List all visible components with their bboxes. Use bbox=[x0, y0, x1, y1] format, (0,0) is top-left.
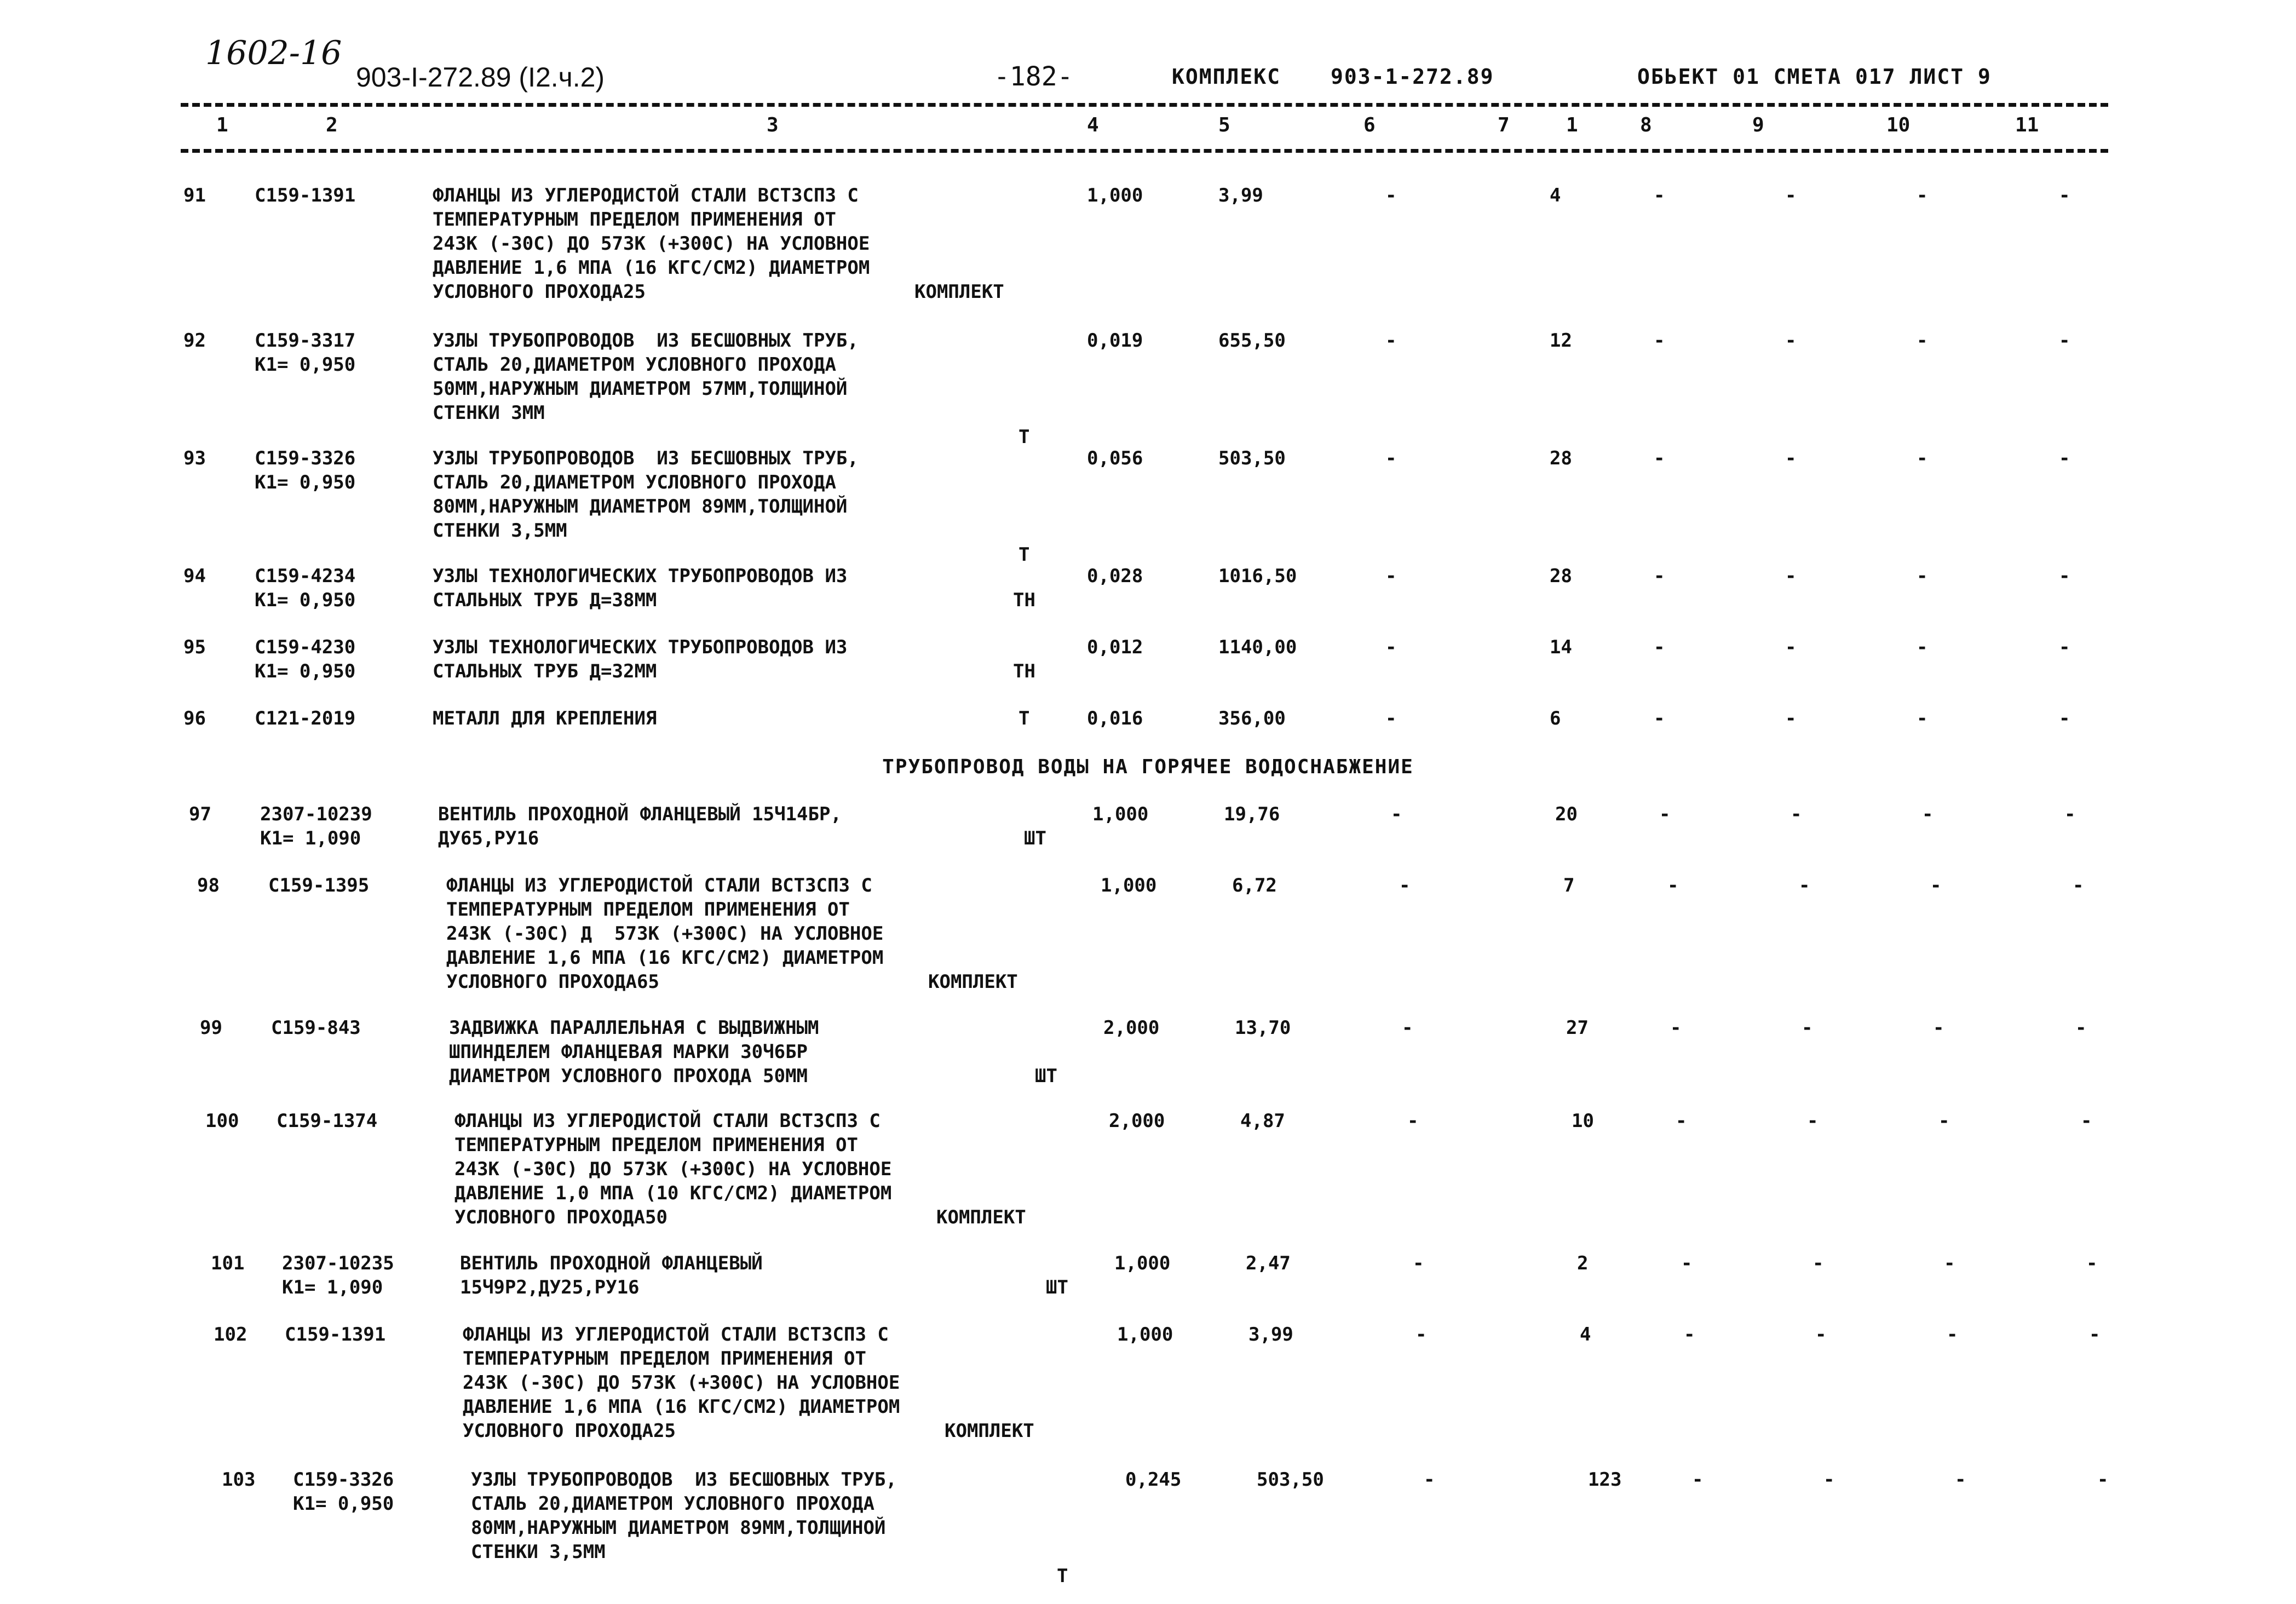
unit-of-measure: Т bbox=[1018, 544, 1030, 566]
item-description bbox=[433, 446, 859, 543]
description-line: 243К (-30С) ДО 573К (+300С) НА УСЛОВНОЕ bbox=[463, 1372, 900, 1394]
col6-value: - bbox=[1413, 1252, 1424, 1274]
description-line: СТЕНКИ 3,5ММ bbox=[433, 520, 567, 542]
col-8: 8 bbox=[1640, 114, 1652, 136]
col7-value: 6 bbox=[1550, 708, 1561, 729]
row-number: 99 bbox=[200, 1017, 222, 1039]
norm-code: C121-2019 bbox=[255, 708, 356, 729]
col6-value: - bbox=[1407, 1110, 1419, 1132]
row-number: 96 bbox=[183, 708, 206, 729]
col6-value: - bbox=[1424, 1469, 1435, 1491]
description-line: ДУ65,РУ16 bbox=[438, 827, 539, 849]
col8-value: - bbox=[1654, 185, 1665, 206]
col11-value: - bbox=[2059, 565, 2070, 587]
description-line: УЗЛЫ ТРУБОПРОВОДОВ ИЗ БЕСШОВНЫХ ТРУБ, bbox=[433, 447, 859, 469]
row-number: 94 bbox=[183, 565, 206, 587]
unit-of-measure: Т bbox=[1018, 426, 1030, 448]
col6-value: - bbox=[1385, 185, 1397, 206]
col7-value: 20 bbox=[1555, 803, 1578, 825]
col11-value: - bbox=[2059, 636, 2070, 658]
description-line: ВЕНТИЛЬ ПРОХОДНОЙ ФЛАНЦЕВЫЙ 15Ч14БР, bbox=[438, 803, 842, 825]
col9-value: - bbox=[1785, 330, 1797, 352]
description-line: ТЕМПЕРАТУРНЫМ ПРЕДЕЛОМ ПРИМЕНЕНИЯ ОТ bbox=[454, 1134, 858, 1156]
item-description bbox=[433, 183, 870, 304]
description-line: СТАЛЬНЫХ ТРУБ Д=32ММ bbox=[433, 660, 657, 682]
col7-value: 27 bbox=[1566, 1017, 1589, 1039]
description-line: ВЕНТИЛЬ ПРОХОДНОЙ ФЛАНЦЕВЫЙ bbox=[460, 1252, 763, 1274]
col6-value: - bbox=[1385, 447, 1397, 469]
norm-code: C159-3326 bbox=[293, 1469, 394, 1491]
row-number: 97 bbox=[189, 803, 211, 825]
unit-of-measure: ШТ bbox=[1046, 1277, 1068, 1298]
coefficient: К1= 0,950 bbox=[255, 660, 356, 682]
col8-value: - bbox=[1654, 636, 1665, 658]
description-line: СТЕНКИ 3,5ММ bbox=[471, 1541, 606, 1563]
col9-value: - bbox=[1785, 185, 1797, 206]
col7-value: 2 bbox=[1577, 1252, 1589, 1274]
col6-value: - bbox=[1385, 330, 1397, 352]
description-line: СТЕНКИ 3ММ bbox=[433, 402, 545, 424]
complex-label: КОМПЛЕКС bbox=[1172, 65, 1281, 89]
col10-value: - bbox=[1917, 185, 1928, 206]
row-number: 103 bbox=[222, 1469, 256, 1491]
col-6: 6 bbox=[1363, 114, 1376, 136]
col-5: 5 bbox=[1218, 114, 1230, 136]
col7-value: 28 bbox=[1550, 447, 1572, 469]
section-title: ТРУБОПРОВОД ВОДЫ НА ГОРЯЧЕЕ ВОДОСНАБЖЕНИЕ bbox=[882, 756, 1414, 778]
col10-value: - bbox=[1947, 1324, 1958, 1346]
description-line: УЗЛЫ ТЕХНОЛОГИЧЕСКИХ ТРУБОПРОВОДОВ ИЗ bbox=[433, 636, 848, 658]
col-9: 9 bbox=[1752, 114, 1764, 136]
description-line: 80ММ,НАРУЖНЫМ ДИАМЕТРОМ 89ММ,ТОЛЩИНОЙ bbox=[433, 496, 848, 518]
unit-of-measure: Т bbox=[1057, 1565, 1068, 1587]
unit-price: 1140,00 bbox=[1218, 636, 1297, 658]
col6-value: - bbox=[1385, 636, 1397, 658]
col9-value: - bbox=[1785, 636, 1797, 658]
norm-code: C159-4230 bbox=[255, 636, 356, 658]
description-line: УСЛОВНОГО ПРОХОДА50 bbox=[454, 1206, 667, 1228]
col8-value: - bbox=[1654, 330, 1665, 352]
norm-code: C159-1391 bbox=[255, 185, 356, 206]
description-line: УЗЛЫ ТЕХНОЛОГИЧЕСКИХ ТРУБОПРОВОДОВ ИЗ bbox=[433, 565, 848, 587]
coefficient: К1= 1,090 bbox=[260, 827, 361, 849]
description-line: УЗЛЫ ТРУБОПРОВОДОВ ИЗ БЕСШОВНЫХ ТРУБ, bbox=[433, 330, 859, 352]
row-number: 98 bbox=[197, 875, 220, 896]
unit-of-measure: ТН bbox=[1013, 660, 1035, 682]
description-line: ШПИНДЕЛЕМ ФЛАНЦЕВАЯ МАРКИ 30Ч6БР bbox=[449, 1041, 808, 1063]
unit-price: 6,72 bbox=[1232, 875, 1277, 896]
header-rule-bottom bbox=[181, 149, 2108, 153]
col10-value: - bbox=[1955, 1469, 1966, 1491]
norm-code: C159-3326 bbox=[255, 447, 356, 469]
description-line: 243К (-30С) ДО 573К (+300С) НА УСЛОВНОЕ bbox=[433, 233, 870, 255]
description-line: 243К (-30С) Д 573К (+300С) НА УСЛОВНОЕ bbox=[446, 923, 884, 945]
col8-value: - bbox=[1670, 1017, 1682, 1039]
quantity: 2,000 bbox=[1103, 1017, 1160, 1039]
description-line: УСЛОВНОГО ПРОХОДА25 bbox=[463, 1420, 676, 1442]
row-number: 100 bbox=[205, 1110, 239, 1132]
unit-price: 4,87 bbox=[1240, 1110, 1285, 1132]
quantity: 1,000 bbox=[1087, 185, 1143, 206]
col11-value: - bbox=[2059, 447, 2070, 469]
col11-value: - bbox=[2089, 1324, 2101, 1346]
col7-value: 28 bbox=[1550, 565, 1572, 587]
complex-code: 903-1-272.89 bbox=[1331, 65, 1494, 89]
col11-value: - bbox=[2075, 1017, 2087, 1039]
description-line: СТАЛЬНЫХ ТРУБ Д=38ММ bbox=[433, 589, 657, 611]
col8-value: - bbox=[1684, 1324, 1695, 1346]
col6-value: - bbox=[1385, 565, 1397, 587]
col9-value: - bbox=[1791, 803, 1802, 825]
unit-of-measure: ТН bbox=[1013, 589, 1035, 611]
item-description bbox=[471, 1468, 897, 1564]
item-description bbox=[433, 635, 847, 683]
col10-value: - bbox=[1938, 1110, 1950, 1132]
item-description bbox=[433, 329, 859, 425]
item-description bbox=[463, 1323, 900, 1443]
col-7: 7 bbox=[1498, 114, 1510, 136]
quantity: 2,000 bbox=[1109, 1110, 1165, 1132]
col-11: 11 bbox=[2015, 114, 2039, 136]
col9-value: - bbox=[1799, 875, 1810, 896]
description-line: СТАЛЬ 20,ДИАМЕТРОМ УСЛОВНОГО ПРОХОДА bbox=[471, 1493, 874, 1515]
norm-code: C159-1374 bbox=[277, 1110, 378, 1132]
unit-of-measure: КОМПЛЕКТ bbox=[928, 971, 1018, 993]
quantity: 0,056 bbox=[1087, 447, 1143, 469]
unit-of-measure: ШТ bbox=[1035, 1065, 1057, 1087]
description-line: ФЛАНЦЫ ИЗ УГЛЕРОДИСТОЙ СТАЛИ ВСТЗСПЗ С bbox=[463, 1324, 889, 1346]
col8-value: - bbox=[1659, 803, 1671, 825]
description-line: ТЕМПЕРАТУРНЫМ ПРЕДЕЛОМ ПРИМЕНЕНИЯ ОТ bbox=[446, 899, 850, 921]
col10-value: - bbox=[1922, 803, 1934, 825]
quantity: 0,028 bbox=[1087, 565, 1143, 587]
col9-value: - bbox=[1802, 1017, 1813, 1039]
row-number: 101 bbox=[211, 1252, 245, 1274]
col7-value: 7 bbox=[1563, 875, 1575, 896]
col7-value: 14 bbox=[1550, 636, 1572, 658]
col6-value: - bbox=[1391, 803, 1402, 825]
description-line: 80ММ,НАРУЖНЫМ ДИАМЕТРОМ 89ММ,ТОЛЩИНОЙ bbox=[471, 1517, 886, 1539]
col8-value: - bbox=[1692, 1469, 1704, 1491]
unit-of-measure: КОМПЛЕКТ bbox=[914, 281, 1004, 303]
unit-price: 356,00 bbox=[1218, 708, 1286, 729]
description-line: ФЛАНЦЫ ИЗ УГЛЕРОДИСТОЙ СТАЛИ ВСТЗСПЗ С bbox=[446, 875, 872, 896]
col10-value: - bbox=[1930, 875, 1942, 896]
col10-value: - bbox=[1917, 330, 1928, 352]
object-estimate-sheet: ОБЬЕКТ 01 СМЕТА 017 ЛИСТ 9 bbox=[1637, 65, 1992, 89]
col-2: 2 bbox=[326, 114, 338, 136]
description-line: ТЕМПЕРАТУРНЫМ ПРЕДЕЛОМ ПРИМЕНЕНИЯ ОТ bbox=[433, 209, 836, 231]
coefficient: К1= 0,950 bbox=[255, 354, 356, 376]
description-line: ДИАМЕТРОМ УСЛОВНОГО ПРОХОДА 50ММ bbox=[449, 1065, 808, 1087]
description-line: ДАВЛЕНИЕ 1,0 МПА (10 КГС/СМ2) ДИАМЕТРОМ bbox=[454, 1182, 892, 1204]
col6-value: - bbox=[1402, 1017, 1413, 1039]
col10-value: - bbox=[1933, 1017, 1944, 1039]
col9-value: - bbox=[1823, 1469, 1835, 1491]
col11-value: - bbox=[2059, 330, 2070, 352]
col11-value: - bbox=[2064, 803, 2076, 825]
norm-code: 2307-10239 bbox=[260, 803, 372, 825]
description-line: ФЛАНЦЫ ИЗ УГЛЕРОДИСТОЙ СТАЛИ ВСТЗСПЗ С bbox=[433, 185, 859, 206]
col11-value: - bbox=[2073, 875, 2084, 896]
description-line: ЗАДВИЖКА ПАРАЛЛЕЛЬНАЯ С ВЫДВИЖНЫМ bbox=[449, 1017, 819, 1039]
col9-value: - bbox=[1785, 565, 1797, 587]
row-number: 92 bbox=[183, 330, 206, 352]
coefficient: К1= 0,950 bbox=[293, 1493, 394, 1515]
page-number: -182- bbox=[994, 61, 1073, 92]
col10-value: - bbox=[1944, 1252, 1955, 1274]
quantity: 1,000 bbox=[1101, 875, 1157, 896]
item-description bbox=[449, 1016, 819, 1088]
description-line: МЕТАЛЛ ДЛЯ КРЕПЛЕНИЯ bbox=[433, 708, 657, 729]
quantity: 1,000 bbox=[1092, 803, 1149, 825]
unit-of-measure: КОМПЛЕКТ bbox=[945, 1420, 1034, 1442]
col8-value: - bbox=[1681, 1252, 1693, 1274]
col9-value: - bbox=[1812, 1252, 1824, 1274]
col-10: 10 bbox=[1886, 114, 1911, 136]
col8-value: - bbox=[1667, 875, 1679, 896]
description-line: ДАВЛЕНИЕ 1,6 МПА (16 КГС/СМ2) ДИАМЕТРОМ bbox=[446, 947, 884, 969]
unit-of-measure: Т bbox=[1018, 708, 1030, 729]
header-rule-top bbox=[181, 103, 2108, 107]
description-line: СТАЛЬ 20,ДИАМЕТРОМ УСЛОВНОГО ПРОХОДА bbox=[433, 354, 836, 376]
quantity: 1,000 bbox=[1117, 1324, 1173, 1346]
unit-price: 2,47 bbox=[1246, 1252, 1291, 1274]
description-line: ТЕМПЕРАТУРНЫМ ПРЕДЕЛОМ ПРИМЕНЕНИЯ ОТ bbox=[463, 1348, 866, 1370]
unit-price: 503,50 bbox=[1257, 1469, 1324, 1491]
unit-price: 3,99 bbox=[1248, 1324, 1293, 1346]
coefficient: К1= 0,950 bbox=[255, 589, 356, 611]
unit-price: 1016,50 bbox=[1218, 565, 1297, 587]
col10-value: - bbox=[1917, 447, 1928, 469]
description-line: СТАЛЬ 20,ДИАМЕТРОМ УСЛОВНОГО ПРОХОДА bbox=[433, 472, 836, 493]
row-number: 95 bbox=[183, 636, 206, 658]
row-number: 91 bbox=[183, 185, 206, 206]
description-line: УЗЛЫ ТРУБОПРОВОДОВ ИЗ БЕСШОВНЫХ ТРУБ, bbox=[471, 1469, 897, 1491]
col11-value: - bbox=[2097, 1469, 2109, 1491]
quantity: 0,019 bbox=[1087, 330, 1143, 352]
col10-value: - bbox=[1917, 708, 1928, 729]
col7-value: 12 bbox=[1550, 330, 1572, 352]
item-description bbox=[460, 1251, 763, 1300]
norm-code: C159-1395 bbox=[268, 875, 370, 896]
document-code: 903-I-272.89 (I2.ч.2) bbox=[356, 62, 605, 93]
col9-value: - bbox=[1785, 708, 1797, 729]
col6-value: - bbox=[1415, 1324, 1427, 1346]
unit-price: 655,50 bbox=[1218, 330, 1286, 352]
col9-value: - bbox=[1785, 447, 1797, 469]
col8-value: - bbox=[1676, 1110, 1687, 1132]
col7-value: 123 bbox=[1588, 1469, 1622, 1491]
quantity: 1,000 bbox=[1114, 1252, 1171, 1274]
col-1b: 1 bbox=[1566, 114, 1578, 136]
unit-of-measure: КОМПЛЕКТ bbox=[936, 1206, 1026, 1228]
col-3: 3 bbox=[767, 114, 779, 136]
norm-code: C159-1391 bbox=[285, 1324, 386, 1346]
col6-value: - bbox=[1399, 875, 1411, 896]
description-line: 243К (-30С) ДО 573К (+300С) НА УСЛОВНОЕ bbox=[454, 1158, 892, 1180]
col8-value: - bbox=[1654, 565, 1665, 587]
description-line: ДАВЛЕНИЕ 1,6 МПА (16 КГС/СМ2) ДИАМЕТРОМ bbox=[463, 1396, 900, 1418]
quantity: 0,245 bbox=[1125, 1469, 1182, 1491]
norm-code: C159-3317 bbox=[255, 330, 356, 352]
item-description bbox=[438, 802, 842, 850]
unit-of-measure: ШТ bbox=[1024, 827, 1046, 849]
handwritten-sheet-number: 1602-16 bbox=[205, 34, 342, 72]
col11-value: - bbox=[2081, 1110, 2092, 1132]
description-line: УСЛОВНОГО ПРОХОДА25 bbox=[433, 281, 646, 303]
item-description bbox=[446, 873, 883, 994]
unit-price: 503,50 bbox=[1218, 447, 1286, 469]
col-4: 4 bbox=[1087, 114, 1099, 136]
description-line: 50ММ,НАРУЖНЫМ ДИАМЕТРОМ 57ММ,ТОЛЩИНОЙ bbox=[433, 378, 848, 400]
description-line: ФЛАНЦЫ ИЗ УГЛЕРОДИСТОЙ СТАЛИ ВСТЗСПЗ С bbox=[454, 1110, 881, 1132]
col11-value: - bbox=[2059, 185, 2070, 206]
description-line: 15Ч9Р2,ДУ25,РУ16 bbox=[460, 1277, 640, 1298]
col8-value: - bbox=[1654, 447, 1665, 469]
norm-code: 2307-10235 bbox=[282, 1252, 394, 1274]
quantity: 0,012 bbox=[1087, 636, 1143, 658]
col10-value: - bbox=[1917, 565, 1928, 587]
description-line: ДАВЛЕНИЕ 1,6 МПА (16 КГС/СМ2) ДИАМЕТРОМ bbox=[433, 257, 870, 279]
unit-price: 19,76 bbox=[1224, 803, 1280, 825]
quantity: 0,016 bbox=[1087, 708, 1143, 729]
col11-value: - bbox=[2086, 1252, 2098, 1274]
col11-value: - bbox=[2059, 708, 2070, 729]
description-line: УСЛОВНОГО ПРОХОДА65 bbox=[446, 971, 659, 993]
coefficient: К1= 0,950 bbox=[255, 472, 356, 493]
unit-price: 13,70 bbox=[1235, 1017, 1291, 1039]
item-description bbox=[454, 1109, 891, 1229]
norm-code: C159-843 bbox=[271, 1017, 361, 1039]
col8-value: - bbox=[1654, 708, 1665, 729]
norm-code: C159-4234 bbox=[255, 565, 356, 587]
col7-value: 4 bbox=[1550, 185, 1561, 206]
col7-value: 4 bbox=[1580, 1324, 1591, 1346]
col10-value: - bbox=[1917, 636, 1928, 658]
col9-value: - bbox=[1815, 1324, 1827, 1346]
row-number: 102 bbox=[214, 1324, 248, 1346]
item-description bbox=[433, 706, 657, 731]
col9-value: - bbox=[1807, 1110, 1819, 1132]
unit-price: 3,99 bbox=[1218, 185, 1263, 206]
row-number: 93 bbox=[183, 447, 206, 469]
col7-value: 10 bbox=[1572, 1110, 1594, 1132]
col-1: 1 bbox=[216, 114, 228, 136]
coefficient: К1= 1,090 bbox=[282, 1277, 383, 1298]
item-description bbox=[433, 564, 847, 612]
col6-value: - bbox=[1385, 708, 1397, 729]
